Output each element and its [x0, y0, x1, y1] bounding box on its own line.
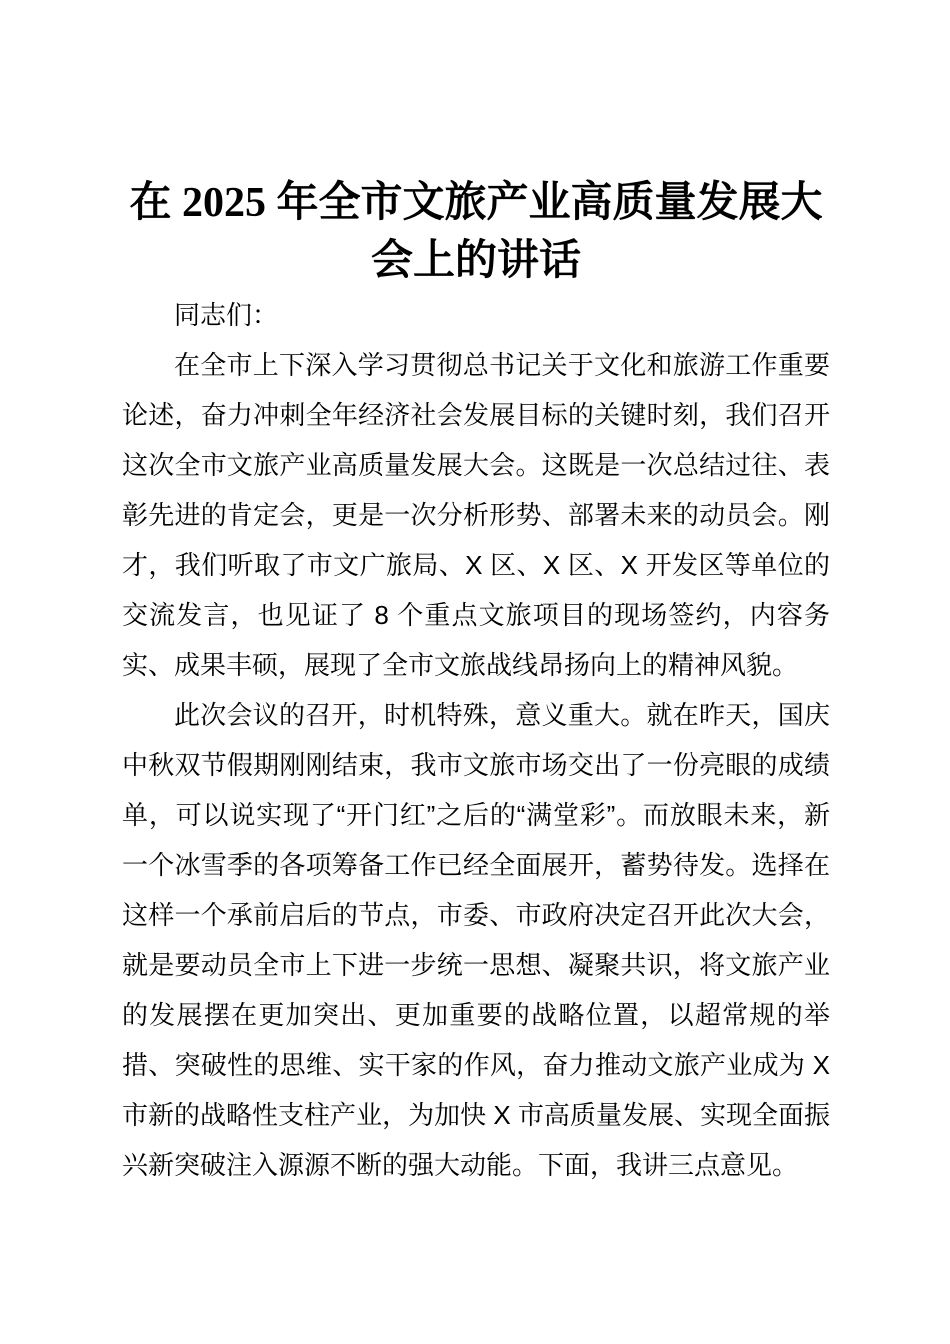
- document-title: 在 2025 年全市文旅产业高质量发展大会上的讲话: [129, 180, 823, 284]
- document-body: [122, 290, 830, 1190]
- salutation-line: 同志们：: [174, 300, 279, 330]
- body-paragraph-2: 此次会议的召开，时机特殊，意义重大。就在昨天，国庆中秋双节假期刚刚结束，我市文旅市场交出了一份亮眼的成绩单，可以说实现了“开门红”之后的“满堂彩”。而放眼未来，新一个冰雪季的各项筹备工作已经全面展开，蓄势待发。选择在这样一个承前启后的节点，市委、市政府决定召开此次大会，就是要动员全市上下进一步统一思想、凝聚共识，将文旅产业的发展摆在更加突出、更加重要的战略位置，以超常规的举措、突破性的思维、实干家的作风，奋力推动文旅产业成为 X 市新的战略性支柱产业，为加快 X 市高质量发展、实现全面振兴新突破注入源源不断的强大动能。下面，我讲三点意见。: [122, 700, 830, 1180]
- body-paragraph-1: 在全市上下深入学习贯彻总书记关于文化和旅游工作重要论述，奋力冲刺全年经济社会发展目标的关键时刻，我们召开这次全市文旅产业高质量发展大会。这既是一次总结过往、表彰先进的肯定会，更是一次分析形势、部署未来的动员会。刚才，我们听取了市文广旅局、X 区、X 区、X 开发区等单位的交流发言，也见证了 8 个重点文旅项目的现场签约，内容务实、成果丰硕，展现了全市文旅战线昂扬向上的精神风貌。: [122, 350, 830, 680]
